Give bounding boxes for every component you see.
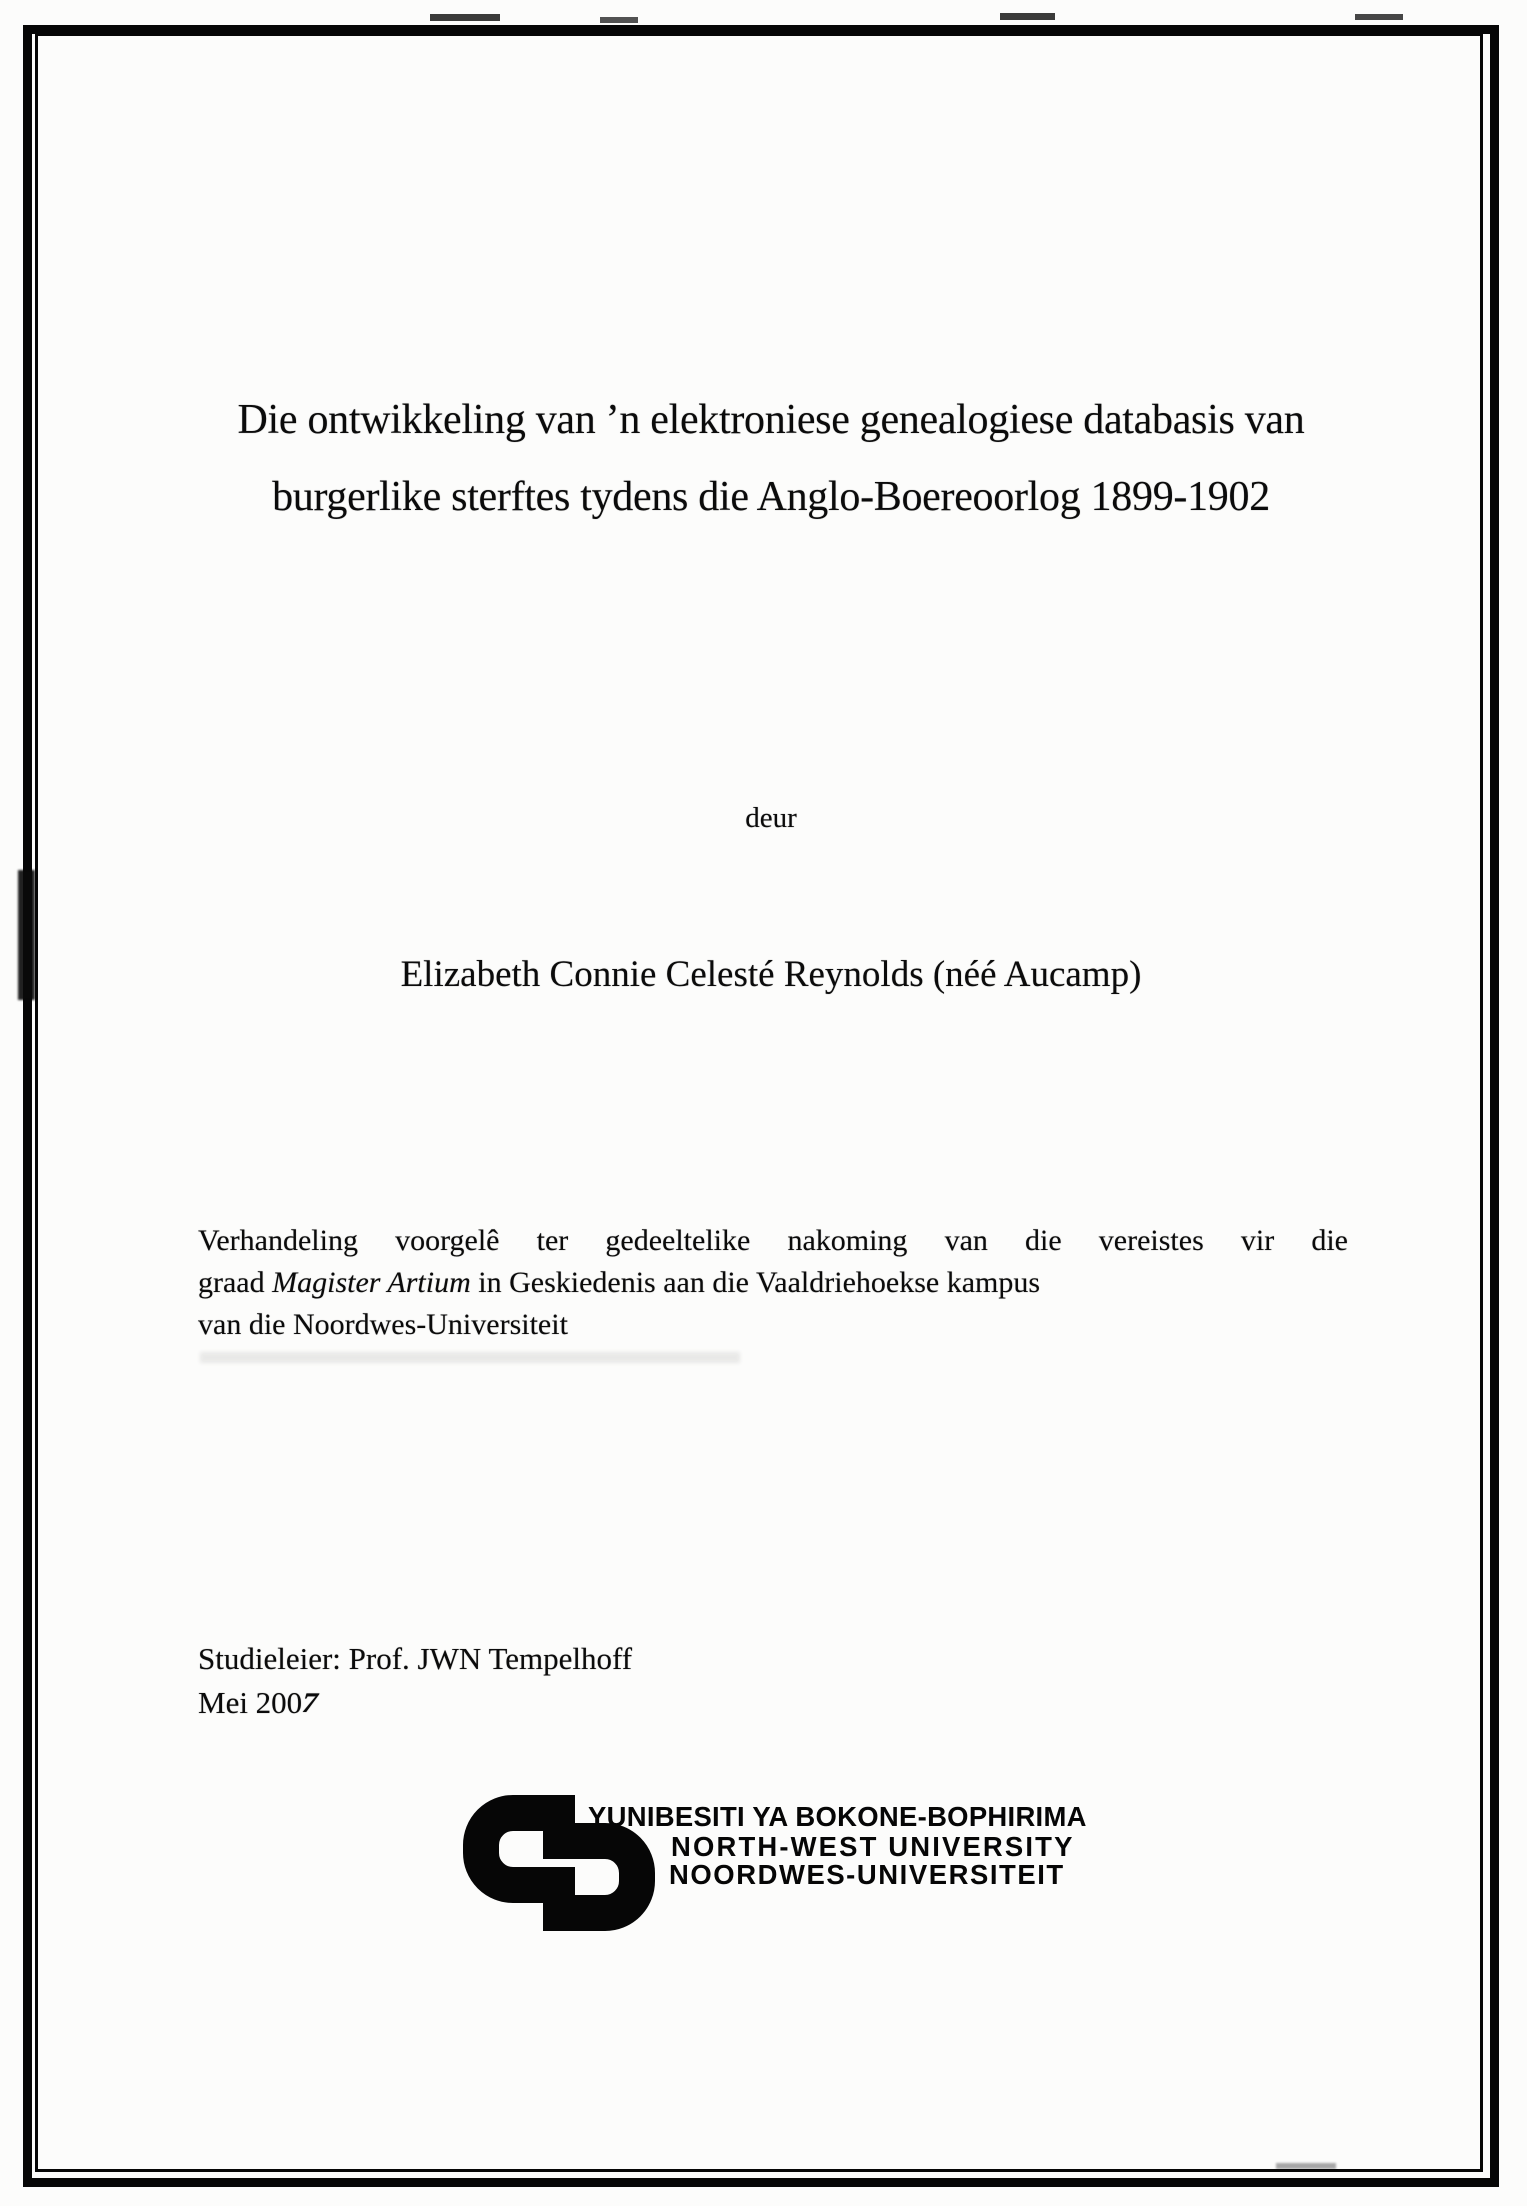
scan-noise-mark <box>1000 13 1055 20</box>
date-prefix: Mei 200 <box>198 1685 303 1720</box>
statement-line2 <box>198 1262 1348 1304</box>
logo-text-english: NORTH-WEST UNIVERSITY <box>671 1831 1075 1862</box>
scan-noise-mark <box>430 14 500 21</box>
statement-line2-post: in Geskiedenis aan die Vaaldriehoekse kampus <box>470 1266 1041 1299</box>
statement-line2-pre: graad <box>198 1266 273 1299</box>
thesis-title <box>190 382 1352 536</box>
scan-noise-mark <box>1355 14 1403 20</box>
byline: deur <box>745 802 797 834</box>
scan-noise-mark <box>600 17 638 23</box>
scan-noise-mark <box>200 1352 740 1363</box>
logo-text-afrikaans: NOORDWES-UNIVERSITEIT <box>669 1859 1065 1890</box>
statement-line3: van die Noordwes-Universiteit <box>198 1308 568 1341</box>
scan-noise-mark <box>1276 2163 1336 2169</box>
date-line <box>198 1681 632 1725</box>
supervisor-block <box>198 1637 632 1725</box>
thesis-statement <box>198 1220 1348 1346</box>
degree-name: Magister Artium <box>272 1266 471 1299</box>
thesis-title-line1: Die ontwikkeling van ’n elektroniese genealogiese databasis van <box>237 397 1305 443</box>
logo-text-setswana: YUNIBESITI YA BOKONE-BOPHIRIMA <box>588 1801 1087 1832</box>
author-name: Elizabeth Connie Celesté Reynolds (néé Aucamp) <box>400 954 1142 995</box>
supervisor-line: Studieleier: Prof. JWN Tempelhoff <box>198 1641 633 1676</box>
handwritten-seven: 7 <box>297 1686 323 1719</box>
thesis-title-line2: burgerlike sterftes tydens die Anglo-Boereoorlog 1899-1902 <box>272 474 1270 520</box>
scan-noise-mark <box>18 870 35 1000</box>
statement-line1: Verhandeling voorgelê ter gedeeltelike nakoming van die vereistes vir die <box>198 1224 1348 1257</box>
